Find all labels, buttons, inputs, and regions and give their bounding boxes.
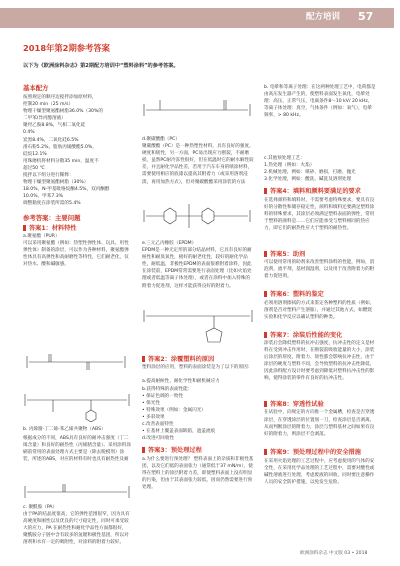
right-item: 1.热处理（例如：火焰）: [264, 163, 315, 169]
answer2-item: • 保光性: [142, 400, 160, 406]
abs-caption: [23, 426, 131, 463]
answer2-item: c.改善表面特性: [142, 421, 174, 427]
answer6-heading: 答案6：塑料的鉴定: [264, 291, 376, 299]
basics-line: 二甲苯/异丙醇溶液）: [23, 116, 66, 122]
page-number: 57: [358, 10, 374, 23]
basics-line: 0.4%: [23, 130, 35, 136]
answer2-item: • 保证色调的一致性: [142, 393, 183, 399]
basics-line: 搅拌以下组分进行稀释：: [23, 173, 74, 179]
basics-line: 用珠磨机将材料分散35 min，温度不: [23, 158, 99, 164]
abs-description: 根据成分的不同，ABS具有良好的耐冲击强度（丁二烯含量）和良好的耐热性（丙烯腈含量）。采用涂料涂刷前常用的表面处理方式主要是（除去脱模剂）涂装，所述的ABS，对应的材料有时也具有耐热性及耐: [23, 436, 131, 463]
basics-line: 炭黑8.4%，二氧化硅6.5%: [23, 137, 79, 143]
basics-line: 硅烷12.1%: [23, 151, 47, 157]
answer1-item: a.聚氨酯（PUR）: [23, 233, 60, 239]
column-left: [23, 84, 131, 268]
answer8-heading: 答案8：穿透性试验: [264, 401, 376, 409]
answer7-heading: 答案7：涂装后性能的变化: [264, 332, 376, 340]
answer2-item: b.获得特殊的表面性能：: [142, 386, 193, 392]
answer4-heading: 答案4：填料和颜料要满足的要求: [264, 188, 376, 196]
footer-text: 欧洲涂料杂志 中文版 03 • 2018: [300, 551, 368, 556]
right-top-text: b. 电晕和等离子处理：在这两种处理工艺中，电荷都是由高压发生器产生的，使塑料表面发生氧化，电晕处理：高压，正常气压，电离条件8～10 kV/ 20 kHz，等离子体处理：真空，气体条件（例如：氧气），电晕频率，> 80 kHz。: [264, 85, 376, 119]
basics-line: 按照规定的顺序边搅拌添加原材料，: [23, 95, 97, 100]
basics-line: 18.0%，N-甲基吡咯烷酮4.5%，双丙酮醇: [23, 187, 110, 193]
basics-line: 物理干燥型聚氨酯树脂（30%）: [23, 180, 89, 186]
answer2-item: • 特殊效果（例如：金属闪光）: [142, 407, 206, 413]
basics-line: 超过50 ℃: [23, 165, 45, 171]
pa-description: 由于PA的结晶度很高，它的弹性范围很窄，因为具有高硬度和刚性以及优良的尺寸稳定性，同时可承受较大的应力，PA 在耐热性和耐化学品性方面都很好，聚酰胺分子链中含有较多的氢键和极性基团，所以对溶剂和水有一定的吸附性，对涂料的附着力较好。: [23, 512, 130, 546]
basics-line: 10.0%，甲苯7.3%: [23, 194, 64, 200]
header-section-label: 配方培训: [306, 12, 341, 22]
pa-structure-diagram: [23, 478, 131, 500]
column-right: [264, 84, 376, 486]
epdm-description: EPDM是一种无定形的部分结晶材料，它具有良好的耐候性和耐臭氧性，极好的耐老化性，较好的耐化学品性，耐低温，非极性EPDM的表面很难附着涂料，因此在涂装前，EPDM常常需要进行表面处理（比如火焰处理或者低温等离子体处理），或者在涂料中加入特殊的附着力促进剂，这样才能获得良好的附着力。: [142, 248, 252, 289]
abs-structure-diagram: [23, 382, 131, 422]
basics-line: 聚羟乙胺8.8%，气相二氧化硅: [23, 123, 86, 129]
answer2-item: d.改进可回收性: [142, 436, 174, 442]
answer9-text: 在采用火焰处理的工艺过程中，应考虑使用的气体的安全性，在采用化学品处理的工艺过程中，需要对酸性或碱性溶液进行处理，考虑废液的回收，同时要注意操作人员的安全防护措施，以免发生危险。: [264, 458, 375, 486]
epdm-structure-diagram: [142, 298, 254, 352]
pa-caption: c. 聚酰胺（PA）: [23, 505, 58, 510]
answer2-intro: 塑料涂层的应用，塑料的表面涂装是为了以下的原因：: [142, 365, 253, 371]
answer1-item: 可以采用聚氨酯（例如：热塑性弹性体、玩具、用性弹性体）制备的涂层，可以作为各种材料，聚氨酯弹性体具有高弹性和高耐磨性等特性，它们耐老化，仅对热水、酸和碱敏感。: [23, 241, 129, 268]
pur-structure-diagram: [23, 348, 131, 378]
pc-block: [142, 136, 254, 186]
right-item: c.其他预处理工艺：: [264, 156, 305, 161]
basics-heading: 基本配方: [23, 84, 49, 92]
basics-line: 滑石粉5.2%，脂肪丙烯酸酯5.0%，: [23, 144, 97, 150]
basics-line: 调整黏度在涂装所需的5.4%: [23, 201, 81, 207]
answer2-item: a.提高耐候性、耐化学性和耐机械应力: [142, 379, 220, 385]
answer2-item: • 多彩效果: [142, 414, 165, 420]
answer4-text: 在选择颜料和填料时，不需要考虑特殊要求，要具有良好的分散性和储存稳定性，颜料和填料还要满足塑料涂料的特殊要求，其涂层必须满足塑料表面的弹性，常用于塑料的颜料是……它们应能承受与塑料相同的热应力，即它们的耐热性应大于塑料的耐热性。: [264, 197, 375, 232]
basics-line: 控制20 min（25 m/s）: [23, 102, 74, 108]
reference-heading: 参考答案：主要问题: [23, 213, 81, 222]
pc-structure-diagram: [142, 88, 252, 132]
basics-line: 物理干燥型聚氨酯树脂36.0%（30%的: [23, 109, 103, 115]
answer1-heading: 答案1：材料特性: [23, 225, 131, 233]
right-item: 3.化学处理，例如：酸洗、碱洗及溶剂处理: [264, 177, 352, 183]
answer5-heading: 答案5：助剂: [264, 251, 376, 259]
answer3-heading: 答案3：预处理过程: [142, 447, 254, 455]
article-title: 2018年第2期参考答案: [23, 43, 110, 53]
pc-caption: d.聚碳酸酯（PC）: [142, 137, 180, 142]
answer2-heading: 答案2：涂覆塑料的原因: [142, 356, 254, 364]
answer8-text: 在试验中，向规定的方向推一个金属槽，检查是否穿透涂层，在穿透涂层的位置划一刀，检查涂层是否剥离，从而判断涂层的附着力，涂层与塑料基材之间如果有良好的附着力，则涂层不会剥落。: [264, 410, 375, 437]
pc-ring-diagram: [142, 194, 254, 238]
right-item: 2.机械处理，例如：喷砂、磨损，打磨、抛光: [264, 170, 356, 176]
pa-block: [23, 504, 131, 553]
answer9-heading: 答案9：预处理过程中的安全措施: [264, 449, 376, 457]
basics-list: [23, 94, 131, 208]
epdm-block: [142, 240, 254, 289]
column-middle: [142, 356, 254, 506]
answer5-text: 可以使用常用的助剂来改善塑料涂料的性能，例如，消泡剂，流平剂，基材润湿剂，以及用于改善附着力的附着力促进剂。: [264, 260, 375, 280]
pc-description: 聚碳酸酯（PC）是一种热塑性材料，具有良好的强度、硬度和韧性，另一方面，PC易出现应力断裂，不耐磨损，虽然PC耐冷冻性很好，但在低温时它的耐水解性较差，并且耐化学品性差，若用于汽车车身的喷涂材料，需要使用相应的底漆以提高其附着力（或采用溶剂浸渍，再用加热方式），但对聚碳酸酯采用涂装的方法: [142, 144, 254, 185]
article-intro: 以下为《欧洲涂料杂志》第2期配方培训中“塑料涂料”的参考答案。: [23, 63, 179, 69]
abs-caption-text: b. 丙烯腈-丁二烯-苯乙烯共聚物（ABS）: [23, 427, 106, 432]
answer2-item: • 在基材上覆盖表面缺陷，遮盖流痕: [142, 429, 216, 435]
answer7-text: 涂装后会降低塑料的抗冲击强度，抗冲击性的定义是材料在受到冲击作用时，在断裂前吸收能量的大小，涂装后涂层的厚度、附着力、韧性都会影响抗冲击性，由于涂层的硬度与塑料不同，会导致塑料的抗冲击性降低，因此涂料配方设计时要考虑到降低对塑料抗冲击性的影响，使得涂装的零件有良好的抗冲击性。: [264, 341, 375, 382]
answer3-text: a.为什么要进行预处理？ 塑料表面上的杂质和非极性基团，以及它们低的表面张力（通常低于37 mN/m），使得在塑料上的涂层附着力差，即使塑料表面上没有明显的污染，但由于其表面张力较低，因而仍然需要进行预处理。: [142, 456, 254, 491]
epdm-caption: e.三元乙丙橡胶（EPDM）: [142, 241, 197, 246]
answer6-text: 必须用溶剂擦拭的方式来鉴定各种塑料的性质（例如，溶剂是否对塑料产生溶胀），并通过其他方式，如燃烧实验和化学反应以确认塑料的种类。: [264, 300, 375, 320]
